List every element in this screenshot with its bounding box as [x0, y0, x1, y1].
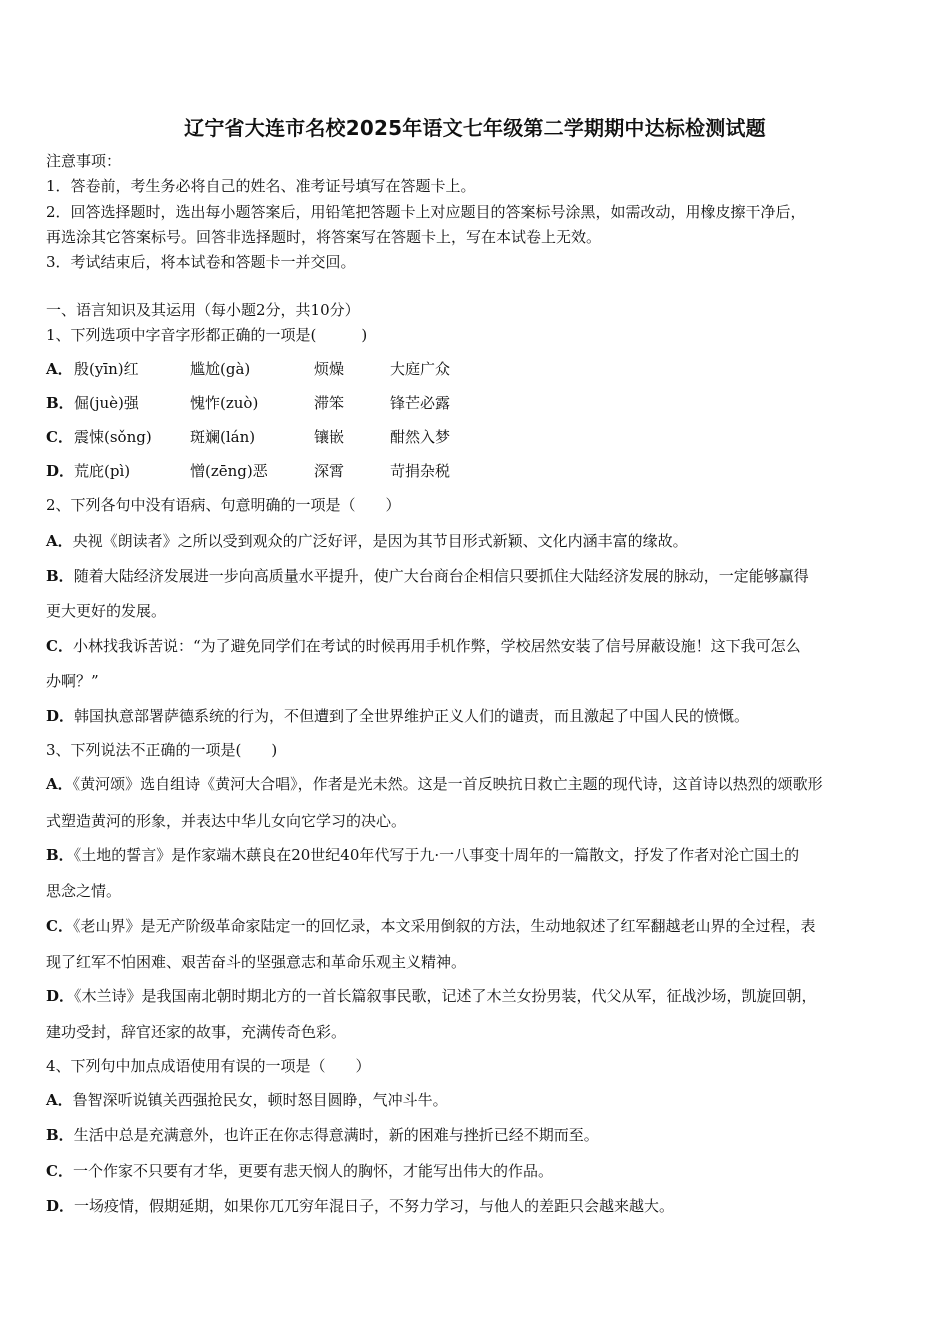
option-label: B． — [46, 846, 74, 864]
option-text: 《木兰诗》是我国南北朝时期北方的一首长篇叙事民歌，记述了木兰女扮男装，代父从军，征战沙场，凯旋回朝， — [74, 987, 817, 1005]
option-label: D． — [46, 462, 75, 480]
option-label: B． — [46, 1126, 74, 1144]
page-title: 辽宁省大连市名校2025年语文七年级第二学期期中达标检测试题 — [184, 116, 766, 140]
option-cell: 锋芒必露 — [390, 394, 451, 412]
option-cell: 深霄 — [314, 462, 345, 480]
option-label: B． — [46, 394, 74, 412]
option-text: 生活中总是充满意外，也许正在你志得意满时，新的困难与挫折已经不期而至。 — [73, 1126, 599, 1144]
q3-option — [46, 774, 823, 794]
notice-item: 2．回答选择题时，选出每小题答案后，用铅笔把答题卡上对应题目的答案标号涂黑，如需改动，用橡皮擦干净后， — [46, 203, 806, 221]
notice-item: 再选涂其它答案标号。回答非选择题时，将答案写在答题卡上，写在本试卷上无效。 — [46, 228, 602, 246]
option-text: 央视《朗读者》之所以受到观众的广泛好评，是因为其节目形式新颖、文化内涵丰富的缘故。 — [72, 532, 688, 550]
option-text: 《老山界》是无产阶级革命家陆定一的回忆录，本文采用倒叙的方法，生动地叙述了红军翻越老山界的全过程，表 — [72, 917, 816, 935]
option-cell: 尴尬(gà) — [190, 360, 251, 378]
option-label: C． — [46, 428, 73, 446]
option-label: D． — [46, 707, 75, 725]
question-stem-1: 1、下列选项中字音字形都正确的一项是( ) — [46, 326, 368, 344]
option-cell: 震悚(sǒng) — [74, 428, 152, 446]
option-cell: 愧怍(zuò) — [190, 394, 259, 412]
q4-option — [46, 1196, 674, 1216]
option-cell: 大庭广众 — [390, 360, 451, 378]
q2-option-cont: 办啊？” — [46, 672, 99, 690]
q3-option — [46, 916, 815, 936]
option-label: D． — [46, 987, 75, 1005]
notice-item: 3．考试结束后，将本试卷和答题卡一并交回。 — [46, 253, 356, 271]
option-cell: 殷(yīn)红 — [74, 360, 139, 378]
q3-option-cont: 思念之情。 — [46, 882, 122, 900]
option-cell: 荒庇(pì) — [74, 462, 131, 480]
q4-option — [46, 1090, 448, 1110]
option-text: 随着大陆经济发展进一步向高质量水平提升，使广大台商台企相信只要抓住大陆经济发展的脉动，一定能够赢得 — [73, 567, 809, 585]
q3-option-cont: 现了红军不怕困难、艰苦奋斗的坚强意志和革命乐观主义精神。 — [46, 953, 467, 971]
q3-option — [46, 845, 799, 865]
option-label: A． — [46, 1091, 73, 1109]
option-label: D． — [46, 1197, 75, 1215]
option-label: C． — [46, 1162, 73, 1180]
option-text: 《土地的誓言》是作家端木蕻良在20世纪40年代写于九·一八事变十周年的一篇散文，抒发了作者对沦亡国土的 — [73, 846, 800, 864]
q2-option — [46, 531, 688, 551]
q4-option — [46, 1161, 553, 1181]
option-text: 鲁智深听说镇关西强抢民女，顿时怒目圆睁，气冲斗牛。 — [72, 1091, 448, 1109]
q2-option — [46, 706, 749, 726]
option-cell: 酣然入梦 — [390, 428, 451, 446]
option-label: A． — [46, 775, 73, 793]
option-cell: 憎(zēng)恶 — [190, 462, 268, 480]
option-text: 一个作家不只要有才华，更要有悲天悯人的胸怀，才能写出伟大的作品。 — [72, 1162, 553, 1180]
question-stem-3: 3、下列说法不正确的一项是( ) — [46, 741, 278, 759]
option-cell: 镶嵌 — [314, 428, 345, 446]
option-label: C． — [46, 637, 73, 655]
option-cell: 滞笨 — [314, 394, 345, 412]
notice-heading: 注意事项： — [46, 152, 122, 170]
q3-option — [46, 986, 817, 1006]
option-label: A． — [46, 532, 73, 550]
q4-option — [46, 1125, 599, 1145]
option-cell: 倔(juè)强 — [74, 394, 139, 412]
notice-item: 1．答卷前，考生务必将自己的姓名、准考证号填写在答题卡上。 — [46, 177, 476, 195]
option-cell: 斑斓(lán) — [190, 428, 256, 446]
option-cell: 烦燥 — [314, 360, 345, 378]
option-label: B． — [46, 567, 74, 585]
option-text: 小林找我诉苦说：“为了避免同学们在考试的时候再用手机作弊，学校居然安装了信号屏蔽设施！这下我可怎么 — [72, 637, 801, 655]
option-cell: 苛捐杂税 — [390, 462, 451, 480]
q3-option-cont: 式塑造黄河的形象，并表达中华儿女向它学习的决心。 — [46, 812, 407, 830]
section-heading: 一、语言知识及其运用（每小题2分，共10分） — [46, 301, 360, 319]
option-label: A． — [46, 360, 73, 378]
q3-option-cont: 建功受封，辞官还家的故事，充满传奇色彩。 — [46, 1023, 347, 1041]
question-stem-4: 4、下列句中加点成语使用有误的一项是（ ） — [46, 1057, 371, 1075]
option-text: 一场疫情，假期延期，如果你兀兀穷年混日子，不努力学习，与他人的差距只会越来越大。 — [74, 1197, 675, 1215]
q2-option — [46, 566, 809, 586]
q2-option — [46, 636, 801, 656]
question-stem-2: 2、下列各句中没有语病、句意明确的一项是（ ） — [46, 496, 401, 514]
option-label: C． — [46, 917, 73, 935]
option-text: 《黄河颂》选自组诗《黄河大合唱》，作者是光未然。这是一首反映抗日救亡主题的现代诗，这首诗以热烈的颂歌形 — [72, 775, 823, 793]
q2-option-cont: 更大更好的发展。 — [46, 602, 167, 620]
option-text: 韩国执意部署萨德系统的行为，不但遭到了全世界维护正义人们的谴责，而且激起了中国人民的愤慨。 — [74, 707, 750, 725]
